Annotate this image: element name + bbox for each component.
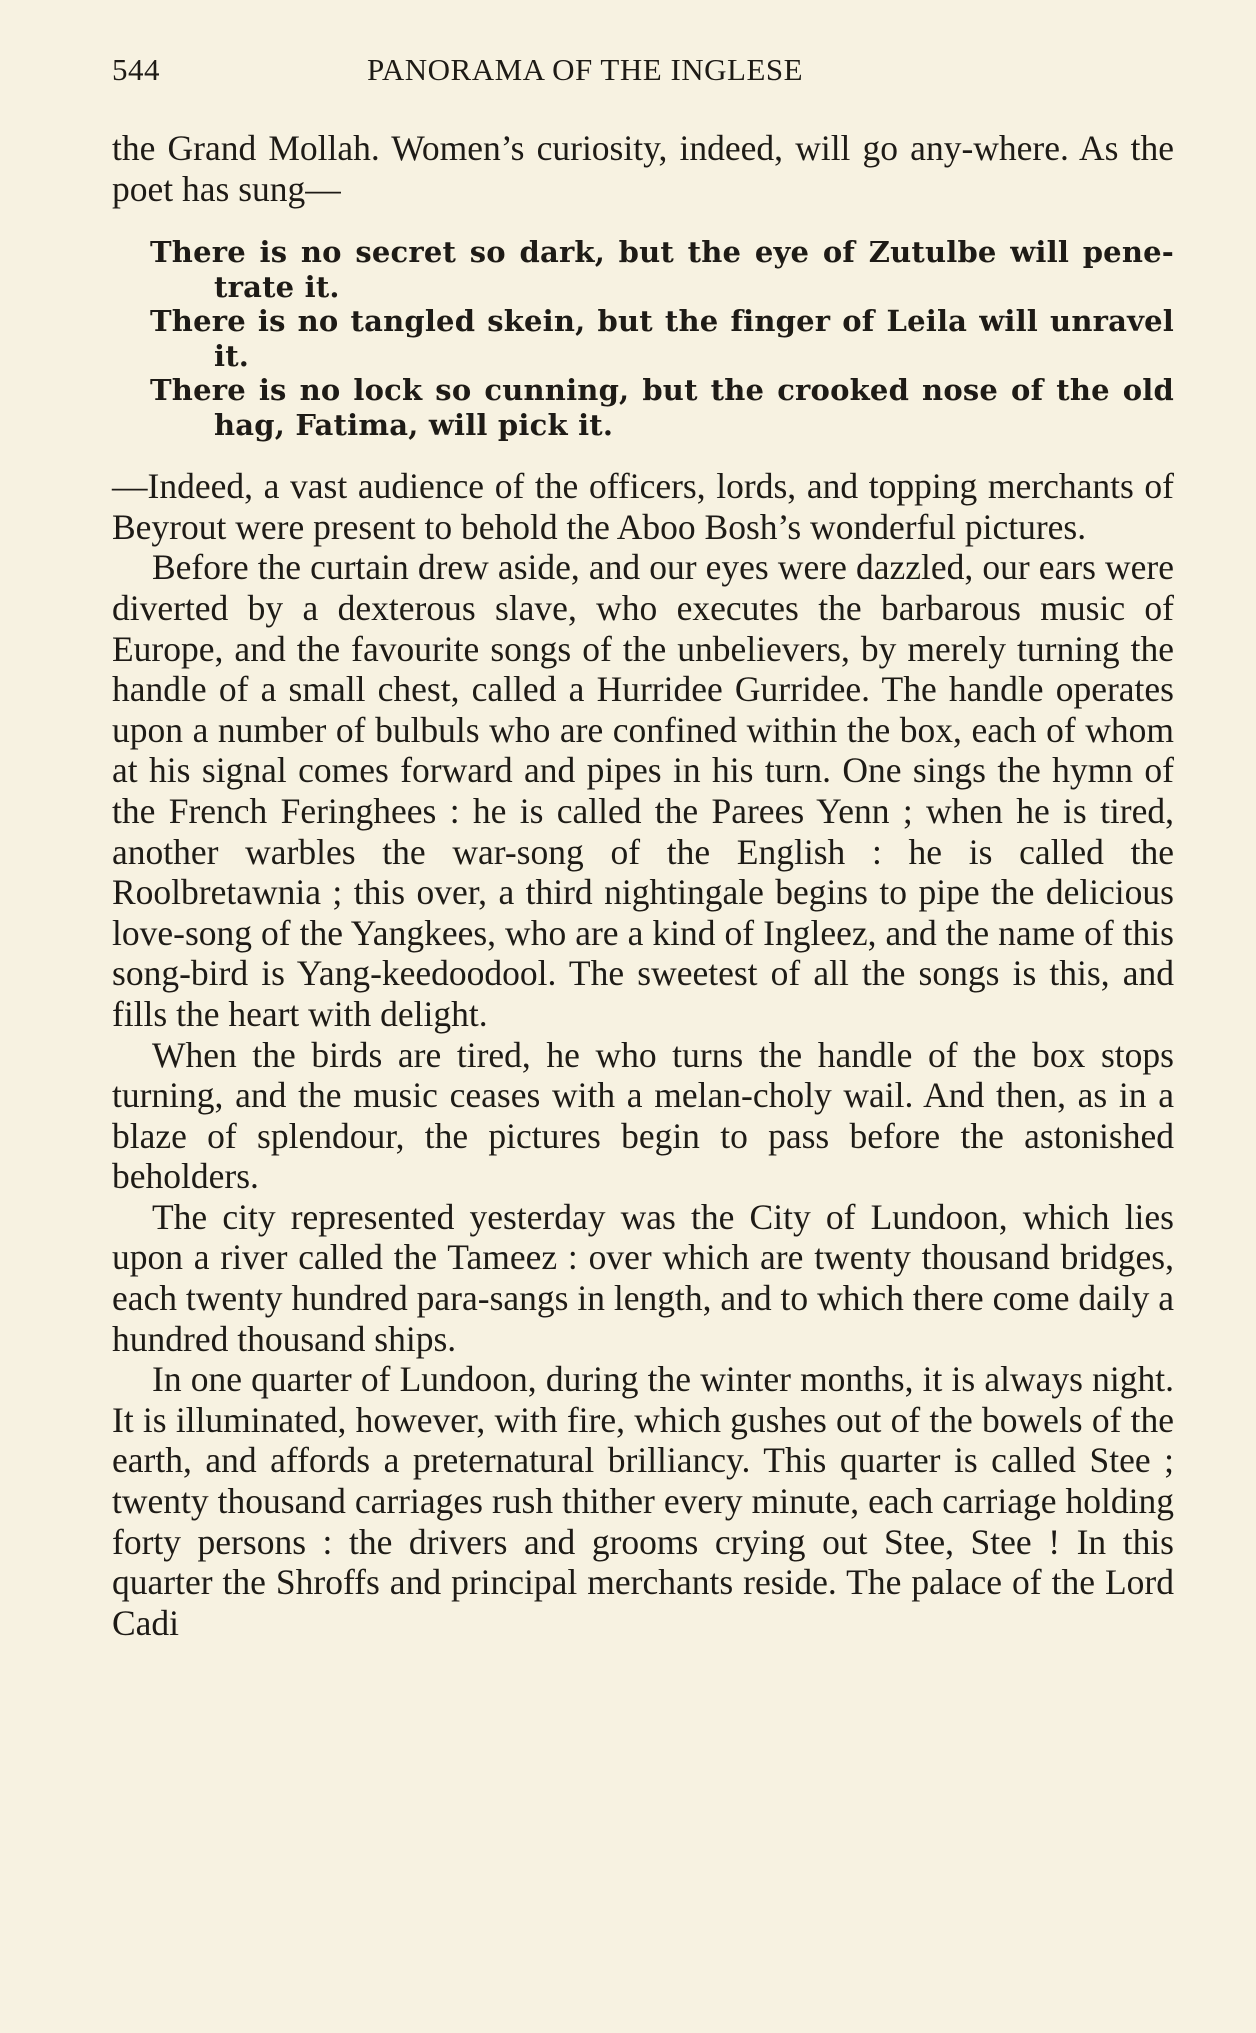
paragraph-city: The city represented yesterday was the City of Lundoon, which lies upon a river called the Tameez : over which are twenty thousand bridges, each twenty hundred para-sangs in length, and to which there come daily a hundred thousand ships. bbox=[112, 1196, 1174, 1359]
poem-line-2: There is no tangled skein, but the finger of Leila will unravel it. bbox=[150, 304, 1174, 373]
paragraph-curtain: Before the curtain drew aside, and our eyes were dazzled, our ears were diverted by a dexterous slave, who executes the barbarous music of Europe, and the favourite songs of the unbelievers, by merely turning the handle of a small chest, called a Hurridee Gurridee. The handle operates upon a number of bulbuls who are confined within the box, each of whom at his signal comes forward and pipes in his turn. One sings the hymn of the French Feringhees : he is called the Parees Yenn ; when he is tired, another warbles the war-song of the English : he is called the Roolbretawnia ; this over, a third nightingale begins to pipe the delicious love-song of the Yangkees, who are a kind of Ingleez, and the name of this song-bird is Yang-keedoodool. The sweetest of all the songs is this, and fills the heart with delight. bbox=[112, 547, 1174, 1034]
paragraph-intro: the Grand Mollah. Women’s curiosity, indeed, will go any-where. As the poet has sung— bbox=[112, 128, 1174, 209]
paragraph-audience: —Indeed, a vast audience of the officers, lords, and topping merchants of Beyrout were present to behold the Aboo Bosh’s wonderful pictures. bbox=[112, 466, 1174, 547]
paragraph-birds: When the birds are tired, he who turns the handle of the box stops turning, and the music ceases with a melan-choly wail. And then, as in a blaze of splendour, the pictures begin to pass before the astonished beholders. bbox=[112, 1034, 1174, 1197]
poem-quotation bbox=[150, 235, 1174, 442]
page-number: 544 bbox=[112, 52, 160, 87]
body-text bbox=[112, 128, 1174, 1643]
paragraph-quarter: In one quarter of Lundoon, during the winter months, it is always night. It is illuminated, however, with fire, which gushes out of the bowels of the earth, and affords a preternatural brilliancy. This quarter is called Stee ; twenty thousand carriages rush thither every minute, each carriage holding forty persons : the drivers and grooms crying out Stee, Stee ! In this quarter the Shroffs and principal merchants reside. The palace of the Lord Cadi bbox=[112, 1359, 1174, 1643]
poem-line-3: There is no lock so cunning, but the crooked nose of the old hag, Fatima, will pick it. bbox=[150, 373, 1174, 442]
poem-line-1: There is no secret so dark, but the eye of Zutulbe will pene-trate it. bbox=[150, 235, 1174, 304]
page-header bbox=[112, 52, 1180, 96]
running-head: PANORAMA OF THE INGLESE bbox=[367, 52, 804, 87]
